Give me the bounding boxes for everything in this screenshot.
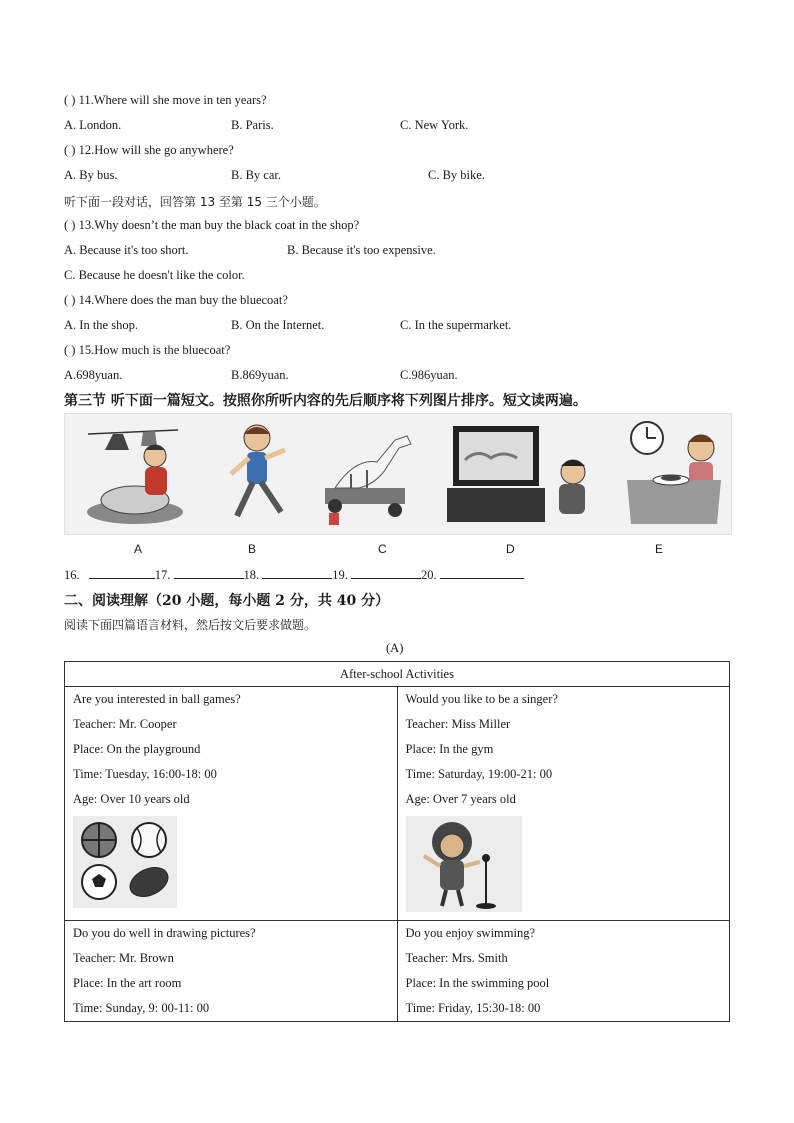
activity-place: Place: In the gym	[405, 742, 494, 756]
activity-title: Do you enjoy swimming?	[405, 926, 536, 940]
answer-blank[interactable]	[89, 567, 155, 579]
activity-teacher: Teacher: Mrs. Smith	[405, 951, 508, 965]
answer-blank[interactable]	[351, 567, 421, 579]
reading-heading: 二、阅读理解（20 小题，每小题 2 分，共 40 分）	[64, 593, 390, 609]
option-b[interactable]: B. Because it's too expensive.	[287, 243, 436, 257]
balls-icon	[73, 816, 177, 908]
activity-teacher: Teacher: Mr. Cooper	[73, 717, 177, 731]
answer-blank[interactable]	[174, 567, 244, 579]
option-b[interactable]: B.869yuan.	[231, 368, 289, 382]
activity-time: Time: Sunday, 9: 00-11: 00	[73, 1001, 210, 1015]
question-14	[64, 293, 288, 308]
answer-paren[interactable]: ( )	[64, 93, 76, 107]
option-a[interactable]: A. London.	[64, 118, 122, 132]
activity-cell-drawing	[65, 921, 398, 1022]
order-answer-blanks	[64, 567, 524, 583]
picture-label-e: E	[655, 542, 664, 556]
option-c[interactable]: C. Because he doesn't like the color.	[64, 268, 245, 282]
dinosaur-skeleton-icon	[315, 418, 425, 528]
activity-title: Are you interested in ball games?	[73, 692, 241, 706]
picture-label-a: A	[134, 542, 143, 556]
question-text: 12.How will she go anywhere?	[78, 143, 234, 157]
activity-place: Place: In the swimming pool	[405, 976, 550, 990]
activity-teacher: Teacher: Mr. Brown	[73, 951, 174, 965]
answer-paren[interactable]: ( )	[64, 293, 76, 307]
option-a[interactable]: A.698yuan.	[64, 368, 123, 382]
option-a[interactable]: A. In the shop.	[64, 318, 138, 332]
question-13	[64, 218, 359, 233]
picture-label-d: D	[506, 542, 515, 556]
picture-label-b: B	[248, 542, 257, 556]
activity-time: Time: Tuesday, 16:00-18: 00	[73, 767, 217, 781]
option-b[interactable]: B. On the Internet.	[231, 318, 325, 332]
question-text: 14.Where does the man buy the bluecoat?	[78, 293, 288, 307]
singer-icon	[406, 816, 522, 912]
activities-table	[64, 661, 730, 1022]
activity-title: Would you like to be a singer?	[405, 692, 558, 706]
answer-paren[interactable]: ( )	[64, 218, 76, 232]
activity-time: Time: Saturday, 19:00-21: 00	[405, 767, 553, 781]
option-a[interactable]: A. Because it's too short.	[64, 243, 189, 257]
question-text: 13.Why doesn’t the man buy the black coat in the shop?	[78, 218, 360, 232]
watching-tv-icon	[447, 420, 597, 528]
picture-strip	[64, 413, 732, 535]
answer-blank[interactable]	[262, 567, 332, 579]
answer-paren[interactable]: ( )	[64, 343, 76, 357]
blank-label: 20.	[421, 568, 437, 582]
table-title: After-school Activities	[65, 662, 730, 687]
reading-instruction: 阅读下面四篇语言材料，然后按文后要求做题。	[64, 618, 317, 632]
blank-label: 16.	[64, 568, 80, 582]
option-b[interactable]: B. Paris.	[231, 118, 274, 132]
activity-place: Place: On the playground	[73, 742, 201, 756]
blank-label: 17.	[154, 568, 171, 582]
option-c[interactable]: C. In the supermarket.	[400, 318, 512, 332]
passage-label: (A)	[386, 641, 404, 655]
blank-label: 18.	[243, 568, 260, 582]
question-text: 11.Where will she move in ten years?	[78, 93, 267, 107]
activity-cell-singer	[397, 687, 730, 921]
option-c[interactable]: C. New York.	[400, 118, 469, 132]
activity-age: Age: Over 10 years old	[73, 792, 190, 806]
activity-cell-ball-games	[65, 687, 398, 921]
option-c[interactable]: C. By bike.	[428, 168, 485, 182]
option-a[interactable]: A. By bus.	[64, 168, 118, 182]
answer-paren[interactable]: ( )	[64, 143, 76, 157]
section-3-heading: 第三节 听下面一篇短文。按照你所听内容的先后顺序将下列图片排序。短文读两遍。	[64, 393, 587, 409]
option-b[interactable]: B. By car.	[231, 168, 281, 182]
question-text: 15.How much is the bluecoat?	[78, 343, 231, 357]
option-c[interactable]: C.986yuan.	[400, 368, 458, 382]
activity-teacher: Teacher: Miss Miller	[405, 717, 511, 731]
activity-cell-swimming	[397, 921, 730, 1022]
activity-time: Time: Friday, 15:30-18: 00	[405, 1001, 541, 1015]
question-11	[64, 93, 267, 108]
activity-age: Age: Over 7 years old	[405, 792, 516, 806]
activity-place: Place: In the art room	[73, 976, 182, 990]
question-15	[64, 343, 230, 358]
picture-label-c: C	[378, 542, 387, 556]
activity-title: Do you do well in drawing pictures?	[73, 926, 256, 940]
running-boy-icon	[215, 420, 295, 528]
eating-clock-icon	[621, 418, 727, 528]
instruction-13-15: 听下面一段对话，回答第 13 至第 15 三个小题。	[64, 195, 326, 209]
question-12	[64, 143, 234, 158]
blank-label: 19.	[332, 568, 348, 582]
washing-clothes-icon	[83, 420, 193, 528]
answer-blank[interactable]	[440, 567, 524, 579]
